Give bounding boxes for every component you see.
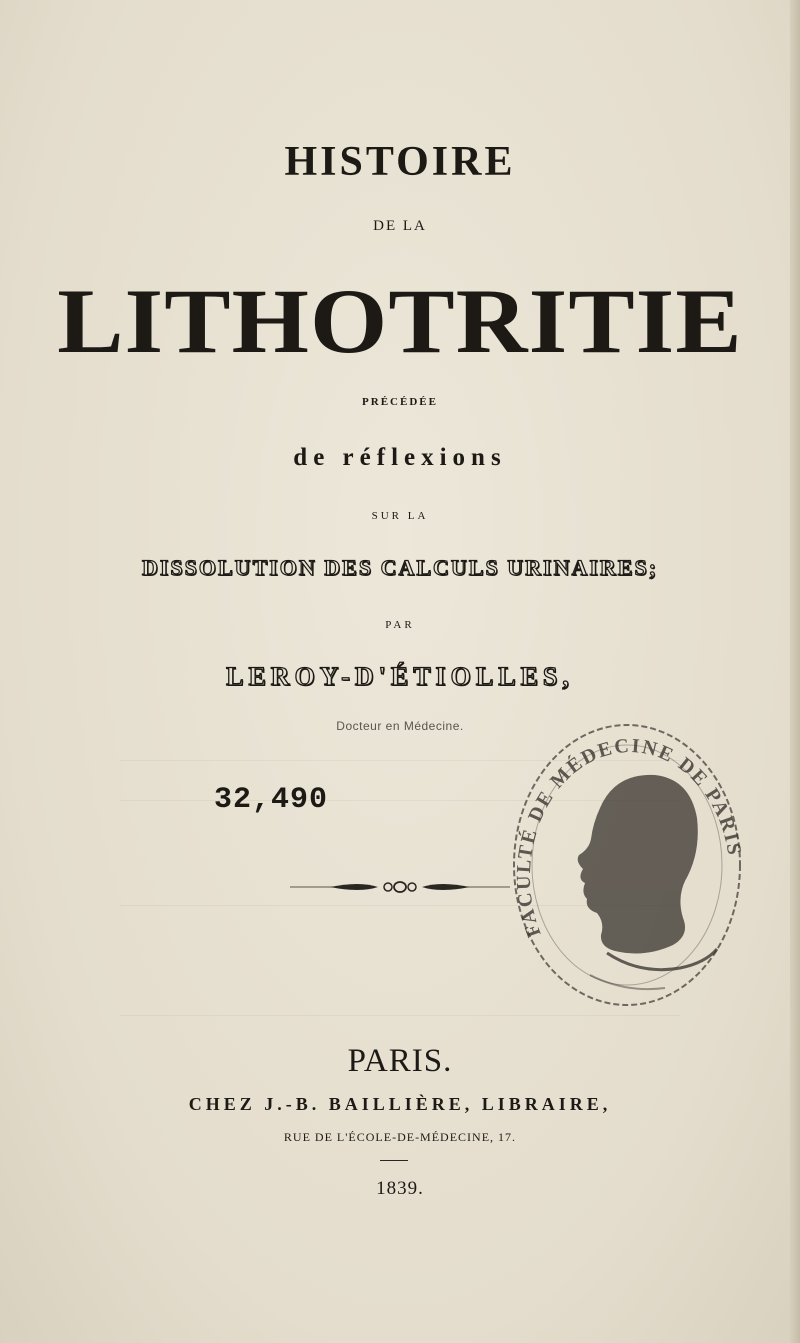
shelfmark-number: 32,490 [214, 783, 329, 817]
subtitle-precedee: PRÉCÉDÉE [362, 396, 438, 408]
imprint-city: PARIS. [347, 1043, 453, 1079]
imprint-address: RUE DE L'ÉCOLE-DE-MÉDECINE, 17. [283, 1130, 517, 1144]
title-lithotritie: LITHOTRITIE [57, 270, 743, 372]
profile-bust [578, 775, 717, 989]
title-de-la: DE LA [373, 218, 427, 234]
imprint-rule [380, 1160, 408, 1161]
title-histoire: HISTOIRE [284, 139, 516, 185]
stamp-text: FACULTÉ DE MÉDECINE DE PARIS [512, 734, 746, 940]
author-name: LEROY-D'ÉTIOLLES, [226, 662, 574, 691]
author-title: Docteur en Médecine. [336, 719, 464, 733]
ornament-divider [290, 876, 510, 898]
subtitle-sur-la: SUR LA [371, 510, 429, 522]
subtitle-reflexions: de réflexions [293, 444, 507, 471]
library-stamp [505, 713, 750, 1023]
byline-par: PAR [385, 619, 415, 631]
imprint-year: 1839. [376, 1178, 424, 1199]
imprint-publisher: CHEZ J.-B. BAILLIÈRE, LIBRAIRE, [188, 1094, 612, 1114]
subtitle-dissolution: DISSOLUTION DES CALCULS URINAIRES; [141, 555, 659, 580]
